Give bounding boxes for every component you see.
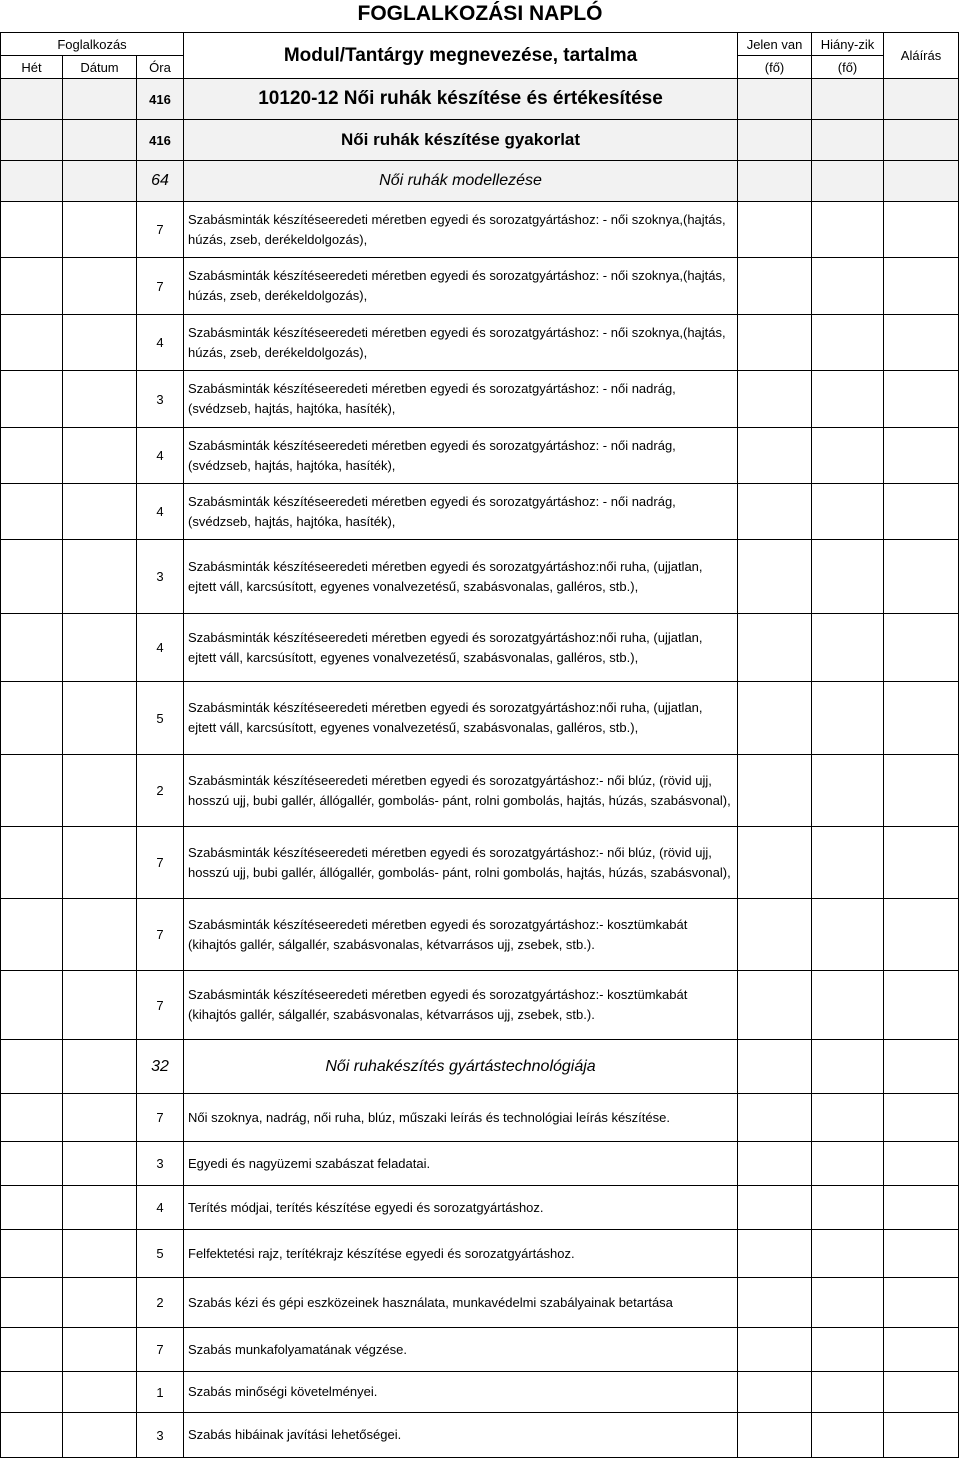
- jelen-van-cell: [738, 1186, 812, 1230]
- table-row: [1, 614, 959, 682]
- alairas-cell: [884, 1094, 959, 1142]
- foglalkozas-header: Foglalkozás: [1, 33, 184, 56]
- topic-cell: Szabásminták készítéseeredeti méretben egyedi és sorozatgyártáshoz: - női szoknya,(hajtás, húzás, zseb, derékeldolgozás),: [184, 315, 738, 371]
- ora-header: Óra: [137, 56, 184, 79]
- table-row: [1, 428, 959, 484]
- table-row: [1, 258, 959, 315]
- jelen-van-cell: [738, 1372, 812, 1413]
- hianyzik-cell: [812, 258, 884, 315]
- table-row: [1, 1413, 959, 1458]
- topic-cell: Egyedi és nagyüzemi szabászat feladatai.: [184, 1142, 738, 1186]
- topic-cell: Szabásminták készítéseeredeti méretben egyedi és sorozatgyártáshoz: - női szoknya,(hajtás, húzás, zseb, derékeldolgozás),: [184, 202, 738, 258]
- alairas-cell: [884, 120, 959, 161]
- datum-cell: [63, 1230, 137, 1278]
- jelen-van-cell: [738, 120, 812, 161]
- ora-cell: 4: [137, 1186, 184, 1230]
- ora-cell: 5: [137, 1230, 184, 1278]
- jelen-fo-header: (fő): [738, 56, 812, 79]
- table-row: [1, 1230, 959, 1278]
- topic-cell: Szabás munkafolyamatának végzése.: [184, 1328, 738, 1372]
- hianyzik-cell: [812, 1186, 884, 1230]
- datum-cell: [63, 258, 137, 315]
- jelen-van-cell: [738, 755, 812, 827]
- hianyzik-cell: [812, 120, 884, 161]
- section-row: [1, 79, 959, 120]
- datum-cell: [63, 315, 137, 371]
- het-cell: [1, 79, 63, 120]
- hianyzik-cell: [812, 1040, 884, 1094]
- topic-cell: Felfektetési rajz, terítékrajz készítése egyedi és sorozatgyártáshoz.: [184, 1230, 738, 1278]
- subsection-row: [1, 1040, 959, 1094]
- datum-cell: [63, 682, 137, 755]
- jelen-van-cell: [738, 1328, 812, 1372]
- jelen-van-cell: [738, 899, 812, 971]
- table-row: [1, 1094, 959, 1142]
- jelen-van-cell: [738, 1230, 812, 1278]
- ora-cell: 4: [137, 484, 184, 540]
- ora-cell: 5: [137, 682, 184, 755]
- het-cell: [1, 1040, 63, 1094]
- alairas-cell: [884, 1328, 959, 1372]
- table-row: [1, 682, 959, 755]
- hianyzik-cell: [812, 1372, 884, 1413]
- het-cell: [1, 899, 63, 971]
- alairas-cell: [884, 540, 959, 614]
- alairas-cell: [884, 428, 959, 484]
- hiany-fo-header: (fő): [812, 56, 884, 79]
- alairas-cell: [884, 1040, 959, 1094]
- hianyzik-cell: [812, 1413, 884, 1458]
- hianyzik-cell: [812, 1230, 884, 1278]
- datum-cell: [63, 484, 137, 540]
- hianyzik-header: Hiány-zik: [812, 33, 884, 56]
- het-cell: [1, 540, 63, 614]
- jelen-van-cell: [738, 1413, 812, 1458]
- hianyzik-cell: [812, 428, 884, 484]
- datum-cell: [63, 120, 137, 161]
- ora-cell: 4: [137, 428, 184, 484]
- alairas-cell: [884, 1142, 959, 1186]
- topic-cell: Szabásminták készítéseeredeti méretben egyedi és sorozatgyártáshoz: - női nadrág, (svédzseb, hajtás, hajtóka, hasíték),: [184, 484, 738, 540]
- het-cell: [1, 484, 63, 540]
- table-row: [1, 371, 959, 428]
- jelen-van-cell: [738, 1040, 812, 1094]
- alairas-cell: [884, 755, 959, 827]
- ora-cell: 2: [137, 755, 184, 827]
- het-cell: [1, 1230, 63, 1278]
- ora-cell: 3: [137, 1413, 184, 1458]
- table-row: [1, 540, 959, 614]
- het-cell: [1, 755, 63, 827]
- datum-cell: [63, 1328, 137, 1372]
- hianyzik-cell: [812, 1094, 884, 1142]
- ora-cell: 7: [137, 827, 184, 899]
- topic-cell: Szabásminták készítéseeredeti méretben egyedi és sorozatgyártáshoz:- kosztümkabát (kihajtós gallér, sálgallér, szabásvonalas, kétvarrásos ujj, zsebek, stb.).: [184, 899, 738, 971]
- jelen-van-cell: [738, 428, 812, 484]
- hianyzik-cell: [812, 1142, 884, 1186]
- hianyzik-cell: [812, 827, 884, 899]
- alairas-cell: [884, 1372, 959, 1413]
- het-cell: [1, 120, 63, 161]
- het-cell: [1, 614, 63, 682]
- ora-cell: 2: [137, 1278, 184, 1328]
- topic-cell: Szabásminták készítéseeredeti méretben egyedi és sorozatgyártáshoz:- kosztümkabát (kihajtós gallér, sálgallér, szabásvonalas, kétvarrásos ujj, zsebek, stb.).: [184, 971, 738, 1040]
- het-cell: [1, 1142, 63, 1186]
- topic-cell: Női szoknya, nadrág, női ruha, blúz, műszaki leírás és technológiai leírás készítése.: [184, 1094, 738, 1142]
- ora-cell: 7: [137, 971, 184, 1040]
- topic-cell: Szabásminták készítéseeredeti méretben egyedi és sorozatgyártáshoz: - női szoknya,(hajtás, húzás, zseb, derékeldolgozás),: [184, 258, 738, 315]
- datum-cell: [63, 371, 137, 428]
- log-table: [0, 32, 959, 1458]
- alairas-cell: [884, 79, 959, 120]
- alairas-cell: [884, 202, 959, 258]
- topic-cell: Szabásminták készítéseeredeti méretben egyedi és sorozatgyártáshoz: - női nadrág, (svédzseb, hajtás, hajtóka, hasíték),: [184, 428, 738, 484]
- topic-cell: Szabás hibáinak javítási lehetőségei.: [184, 1413, 738, 1458]
- table-row: [1, 1142, 959, 1186]
- het-cell: [1, 971, 63, 1040]
- hianyzik-cell: [812, 755, 884, 827]
- header-row-1: [1, 33, 959, 56]
- alairas-cell: [884, 484, 959, 540]
- alairas-cell: [884, 827, 959, 899]
- datum-cell: [63, 1372, 137, 1413]
- datum-cell: [63, 1040, 137, 1094]
- het-cell: [1, 315, 63, 371]
- datum-cell: [63, 428, 137, 484]
- ora-cell: 3: [137, 540, 184, 614]
- topic-cell: Szabásminták készítéseeredeti méretben egyedi és sorozatgyártáshoz:- női blúz, (rövid ujj, hosszú ujj, bubi gallér, állógallér, gombolás- pánt, rolni gombolás, hajtás, húzás, szabásvonal),: [184, 827, 738, 899]
- ora-cell: 64: [137, 161, 184, 202]
- datum-header: Dátum: [63, 56, 137, 79]
- table-row: [1, 899, 959, 971]
- topic-cell: Szabás minőségi követelményei.: [184, 1372, 738, 1413]
- jelen-van-cell: [738, 1278, 812, 1328]
- jelen-van-cell: [738, 315, 812, 371]
- datum-cell: [63, 755, 137, 827]
- het-cell: [1, 1372, 63, 1413]
- section-title: Női ruhák készítése gyakorlat: [184, 120, 738, 161]
- section-row: [1, 161, 959, 202]
- section-title: Női ruhák modellezése: [184, 161, 738, 202]
- datum-cell: [63, 79, 137, 120]
- ora-cell: 7: [137, 1328, 184, 1372]
- jelen-van-cell: [738, 161, 812, 202]
- table-row: [1, 1278, 959, 1328]
- ora-cell: 7: [137, 1094, 184, 1142]
- hianyzik-cell: [812, 899, 884, 971]
- datum-cell: [63, 1094, 137, 1142]
- jelen-van-cell: [738, 371, 812, 428]
- ora-cell: 3: [137, 1142, 184, 1186]
- subsection-title: Női ruhakészítés gyártástechnológiája: [184, 1040, 738, 1094]
- het-header: Hét: [1, 56, 63, 79]
- page-title: FOGLALKOZÁSI NAPLÓ: [357, 2, 603, 25]
- ora-cell: 4: [137, 614, 184, 682]
- modul-header: Modul/Tantárgy megnevezése, tartalma: [184, 33, 738, 79]
- hianyzik-cell: [812, 614, 884, 682]
- hianyzik-cell: [812, 202, 884, 258]
- ora-cell: 32: [137, 1040, 184, 1094]
- datum-cell: [63, 899, 137, 971]
- het-cell: [1, 428, 63, 484]
- alairas-cell: [884, 971, 959, 1040]
- jelen-van-header: Jelen van: [738, 33, 812, 56]
- section-title: 10120-12 Női ruhák készítése és értékesítése: [184, 79, 738, 120]
- ora-cell: 1: [137, 1372, 184, 1413]
- topic-cell: Szabásminták készítéseeredeti méretben egyedi és sorozatgyártáshoz:női ruha, (ujjatlan, ejtett váll, karcsúsított, egyenes vonalvezetésű, szabásvonalas, galléros, stb.),: [184, 540, 738, 614]
- alairas-cell: [884, 371, 959, 428]
- hianyzik-cell: [812, 371, 884, 428]
- datum-cell: [63, 161, 137, 202]
- jelen-van-cell: [738, 614, 812, 682]
- hianyzik-cell: [812, 682, 884, 755]
- table-row: [1, 827, 959, 899]
- hianyzik-cell: [812, 971, 884, 1040]
- hianyzik-cell: [812, 540, 884, 614]
- datum-cell: [63, 1278, 137, 1328]
- topic-cell: Szabásminták készítéseeredeti méretben egyedi és sorozatgyártáshoz:- női blúz, (rövid ujj, hosszú ujj, bubi gallér, állógallér, gombolás- pánt, rolni gombolás, hajtás, húzás, szabásvonal),: [184, 755, 738, 827]
- hianyzik-cell: [812, 79, 884, 120]
- jelen-van-cell: [738, 79, 812, 120]
- ora-cell: 7: [137, 258, 184, 315]
- topic-cell: Szabásminták készítéseeredeti méretben egyedi és sorozatgyártáshoz: - női nadrág, (svédzseb, hajtás, hajtóka, hasíték),: [184, 371, 738, 428]
- het-cell: [1, 827, 63, 899]
- alairas-cell: [884, 1230, 959, 1278]
- topic-cell: Szabás kézi és gépi eszközeinek használata, munkavédelmi szabályainak betartása: [184, 1278, 738, 1328]
- het-cell: [1, 258, 63, 315]
- alairas-cell: [884, 899, 959, 971]
- het-cell: [1, 682, 63, 755]
- alairas-header: Aláírás: [884, 33, 959, 79]
- table-row: [1, 1186, 959, 1230]
- datum-cell: [63, 202, 137, 258]
- ora-cell: 4: [137, 315, 184, 371]
- table-row: [1, 971, 959, 1040]
- datum-cell: [63, 614, 137, 682]
- jelen-van-cell: [738, 540, 812, 614]
- datum-cell: [63, 971, 137, 1040]
- jelen-van-cell: [738, 1094, 812, 1142]
- ora-cell: 7: [137, 899, 184, 971]
- jelen-van-cell: [738, 484, 812, 540]
- hianyzik-cell: [812, 161, 884, 202]
- alairas-cell: [884, 161, 959, 202]
- table-row: [1, 1328, 959, 1372]
- jelen-van-cell: [738, 1142, 812, 1186]
- datum-cell: [63, 1413, 137, 1458]
- alairas-cell: [884, 315, 959, 371]
- jelen-van-cell: [738, 258, 812, 315]
- jelen-van-cell: [738, 682, 812, 755]
- het-cell: [1, 202, 63, 258]
- table-row: [1, 755, 959, 827]
- datum-cell: [63, 827, 137, 899]
- ora-cell: 3: [137, 371, 184, 428]
- table-row: [1, 484, 959, 540]
- het-cell: [1, 161, 63, 202]
- topic-cell: Szabásminták készítéseeredeti méretben egyedi és sorozatgyártáshoz:női ruha, (ujjatlan, ejtett váll, karcsúsított, egyenes vonalvezetésű, szabásvonalas, galléros, stb.),: [184, 614, 738, 682]
- het-cell: [1, 1094, 63, 1142]
- alairas-cell: [884, 1413, 959, 1458]
- hianyzik-cell: [812, 1328, 884, 1372]
- jelen-van-cell: [738, 202, 812, 258]
- section-row: [1, 120, 959, 161]
- table-row: [1, 202, 959, 258]
- hianyzik-cell: [812, 1278, 884, 1328]
- alairas-cell: [884, 1278, 959, 1328]
- datum-cell: [63, 1142, 137, 1186]
- table-row: [1, 315, 959, 371]
- topic-cell: Terítés módjai, terítés készítése egyedi és sorozatgyártáshoz.: [184, 1186, 738, 1230]
- alairas-cell: [884, 614, 959, 682]
- alairas-cell: [884, 682, 959, 755]
- alairas-cell: [884, 258, 959, 315]
- datum-cell: [63, 1186, 137, 1230]
- ora-cell: 416: [137, 120, 184, 161]
- jelen-van-cell: [738, 971, 812, 1040]
- het-cell: [1, 1413, 63, 1458]
- topic-cell: Szabásminták készítéseeredeti méretben egyedi és sorozatgyártáshoz:női ruha, (ujjatlan, ejtett váll, karcsúsított, egyenes vonalvezetésű, szabásvonalas, galléros, stb.),: [184, 682, 738, 755]
- het-cell: [1, 371, 63, 428]
- hianyzik-cell: [812, 315, 884, 371]
- hianyzik-cell: [812, 484, 884, 540]
- ora-cell: 7: [137, 202, 184, 258]
- datum-cell: [63, 540, 137, 614]
- het-cell: [1, 1278, 63, 1328]
- jelen-van-cell: [738, 827, 812, 899]
- ora-cell: 416: [137, 79, 184, 120]
- alairas-cell: [884, 1186, 959, 1230]
- table-row: [1, 1372, 959, 1413]
- het-cell: [1, 1328, 63, 1372]
- het-cell: [1, 1186, 63, 1230]
